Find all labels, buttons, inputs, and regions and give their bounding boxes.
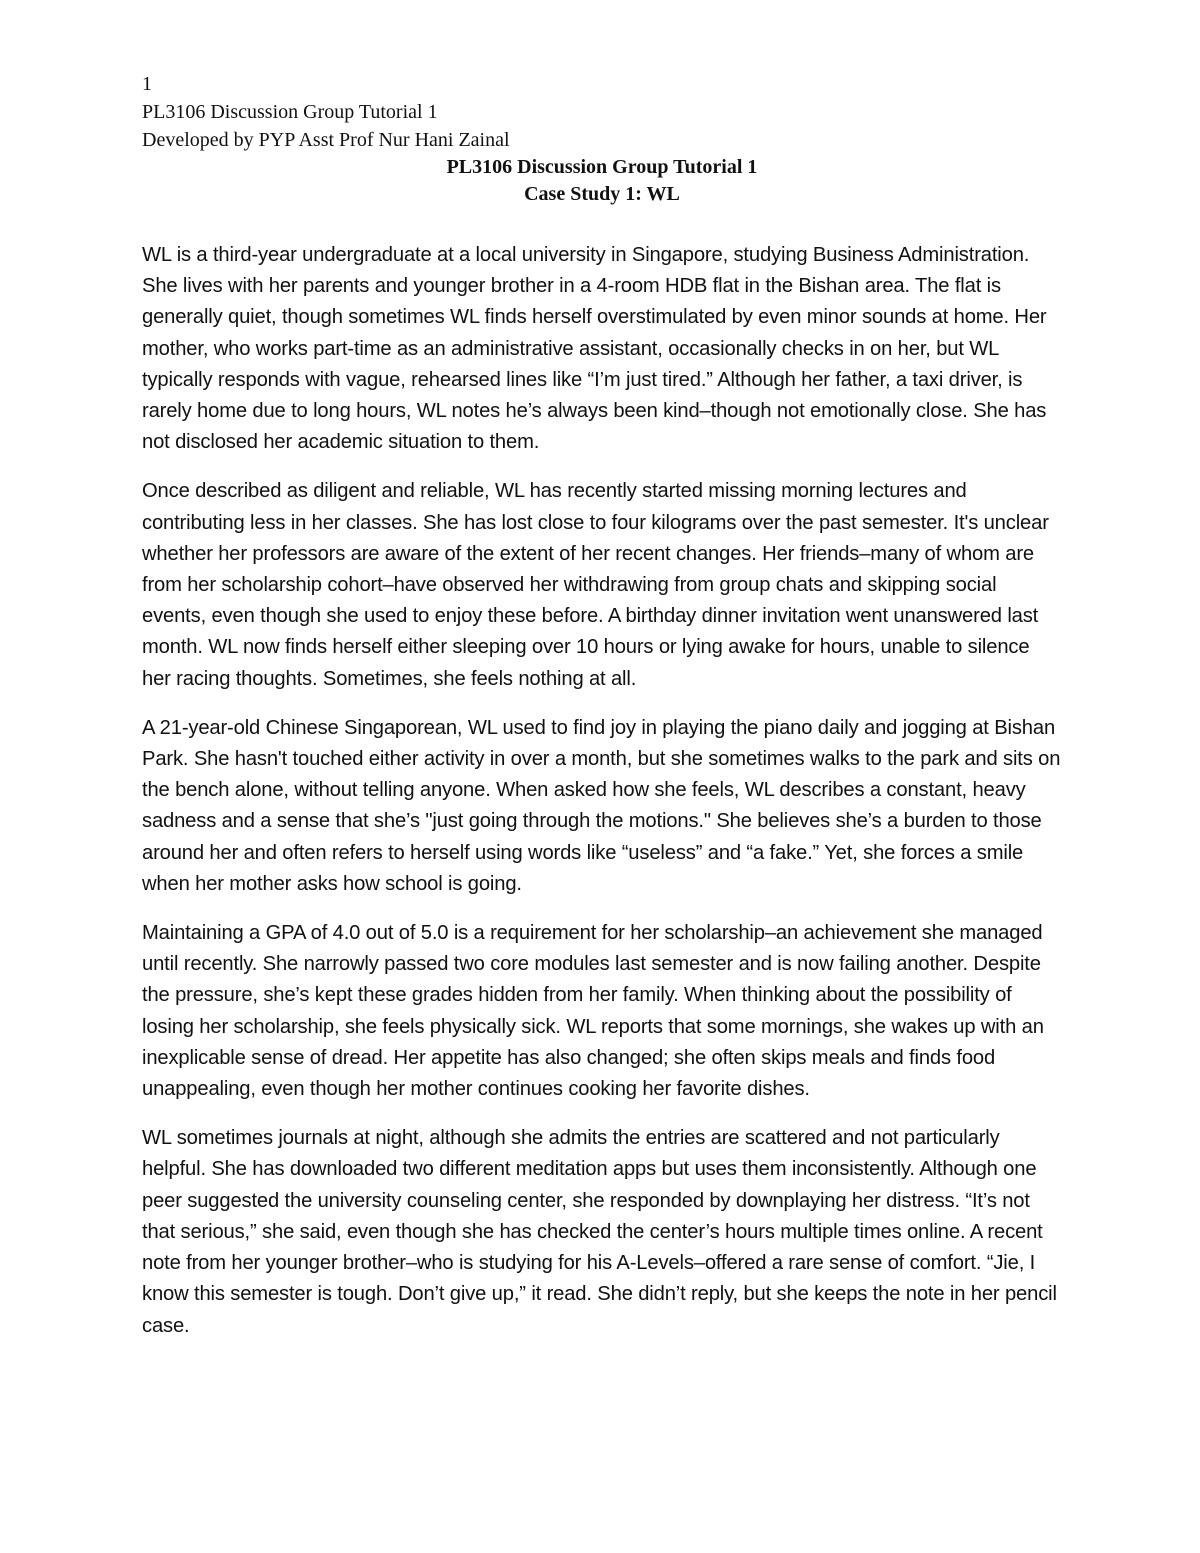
title-block [142,154,1062,208]
paragraph-coping: WL sometimes journals at night, although she admits the entries are scattered and not particularly helpful. She has downloaded two different meditation apps but uses them inconsistently. Although one peer suggested the university counseling center, she responded by downplaying her distress. “It’s not that serious,” she said, even though she has checked the center’s hours multiple times online. A recent note from her younger brother–who is studying for his A-Levels–offered a rare sense of comfort. “Jie, I know this semester is tough. Don’t give up,” it read. She didn’t reply, but she keeps the note in her pencil case. [142,1127,1057,1337]
paragraph-academics: Maintaining a GPA of 4.0 out of 5.0 is a requirement for her scholarship–an achievement she managed until recently. She narrowly passed two core modules last semester and is now failing another. Despite the pressure, she’s kept these grades hidden from her family. When thinking about the possibility of losing her scholarship, she feels physically sick. WL reports that some mornings, she wakes up with an inexplicable sense of dread. Her appetite has also changed; she often skips meals and finds food unappealing, even though her mother continues cooking her favorite dishes. [142,922,1044,1101]
document-page [142,70,1062,1360]
document-body [142,240,1062,1342]
document-title: PL3106 Discussion Group Tutorial 1 [446,156,758,178]
paragraph-background: WL is a third-year undergraduate at a local university in Singapore, studying Business Administration. She lives with her parents and younger brother in a 4-room HDB flat in the Bishan area. The flat is generally quiet, though sometimes WL finds herself overstimulated by even minor sounds at home. Her mother, who works part-time as an administrative assistant, occasionally checks in on her, but WL typically responds with vague, rehearsed lines like “I’m just tired.” Although her father, a taxi driver, is rarely home due to long hours, WL notes he’s always been kind–though not emotionally close. She has not disclosed her academic situation to them. [142,244,1047,454]
page-number: 1 [142,73,152,95]
document-header [142,70,1062,154]
case-study-title: Case Study 1: WL [524,183,680,205]
paragraph-changes: Once described as diligent and reliable, WL has recently started missing morning lectures and contributing less in her classes. She has lost close to four kilograms over the past semester. It's unclear whether her professors are aware of the extent of her recent changes. Her friends–many of whom are from her scholarship cohort–have observed her withdrawing from group chats and skipping social events, even though she used to enjoy these before. A birthday dinner invitation went unanswered last month. WL now finds herself either sleeping over 10 hours or lying awake for hours, unable to silence her racing thoughts. Sometimes, she feels nothing at all. [142,480,1049,690]
paragraph-interests: A 21-year-old Chinese Singaporean, WL used to find joy in playing the piano daily and jogging at Bishan Park. She hasn't touched either activity in over a month, but she sometimes walks to the park and sits on the bench alone, without telling anyone. When asked how she feels, WL describes a constant, heavy sadness and a sense that she’s "just going through the motions." She believes she’s a burden to those around her and often refers to herself using words like “useless” and “a fake.” Yet, she forces a smile when her mother asks how school is going. [142,716,1061,895]
course-line: PL3106 Discussion Group Tutorial 1 [142,101,438,123]
author-line: Developed by PYP Asst Prof Nur Hani Zainal [142,129,510,151]
